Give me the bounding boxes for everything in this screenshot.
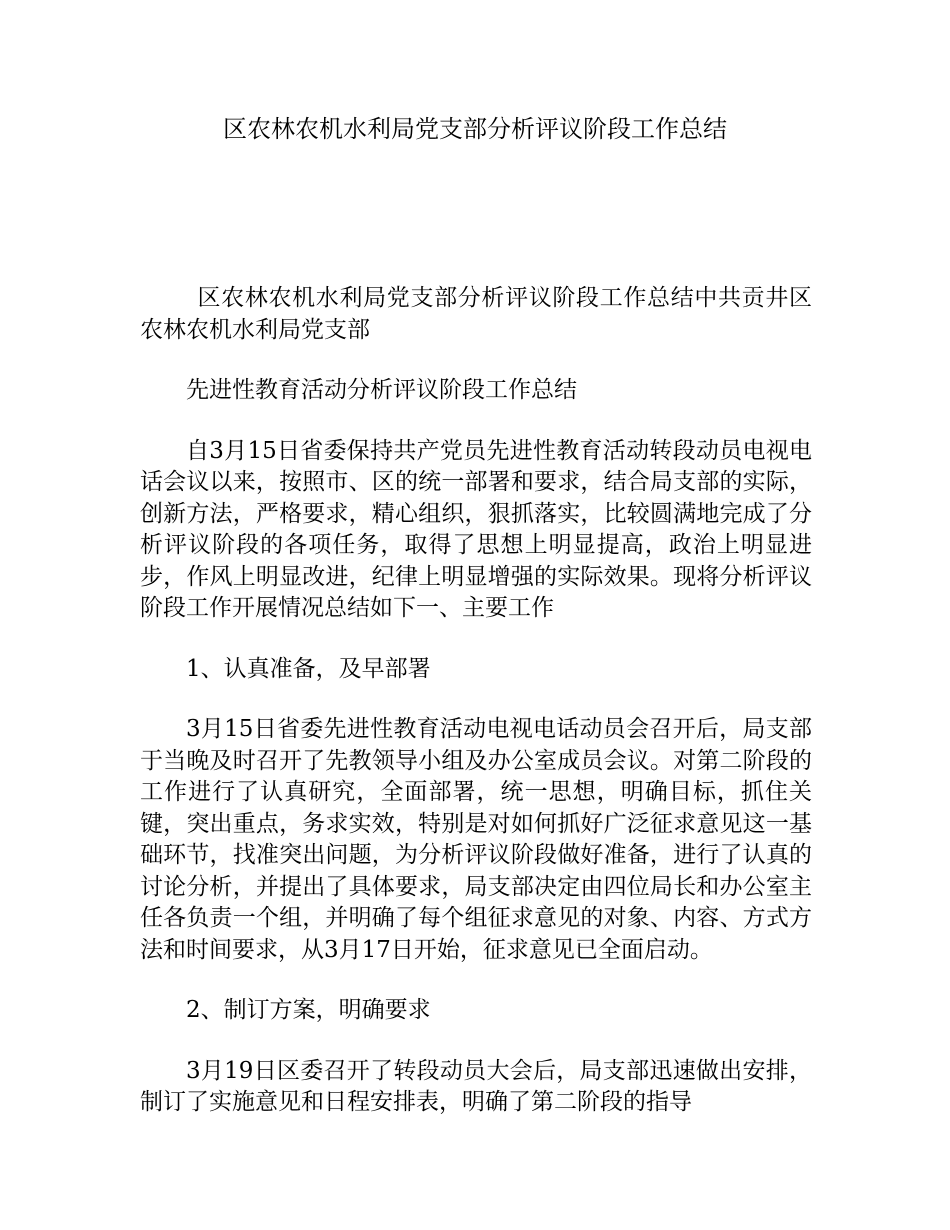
document-title: 区农林农机水利局党支部分析评议阶段工作总结 — [223, 115, 727, 143]
paragraph-heading-line: 区农林农机水利局党支部分析评议阶段工作总结中共贡井区农林农机水利局党支部 — [140, 285, 812, 343]
document-body — [140, 283, 812, 1148]
paragraph-intro: 自3月15日省委保持共产党员先进性教育活动转段动员电视电话会议以来，按照市、区的统一部署和要求，结合局支部的实际，创新方法，严格要求，精心组织，狠抓落实，比较圆满地完成了分析评议阶段的各项任务，取得了思想上明显提高，政治上明显进步，作风上明显改进，纪律上明显增强的实际效果。现将分析评议阶段工作开展情况总结如下一、主要工作 — [140, 437, 812, 621]
section-heading-1: 1、认真准备，及早部署 — [186, 655, 431, 682]
paragraph-section-1: 3月15日省委先进性教育活动电视电话动员会召开后，局支部于当晚及时召开了先教领导小组及办公室成员会议。对第二阶段的工作进行了认真研究，全面部署，统一思想，明确目标，抓住关键，突出重点，务求实效，特别是对如何抓好广泛征求意见这一基础环节，找准突出问题，为分析评议阶段做好准备，进行了认真的讨论分析，并提出了具体要求，局支部决定由四位局长和办公室主任各负责一个组，并明确了每个组征求意见的对象、内容、方式方法和时间要求，从3月17日开始，征求意见已全面启动。 — [140, 716, 812, 963]
paragraph-section-2: 3月19日区委召开了转段动员大会后，局支部迅速做出安排，制订了实施意见和日程安排表，明确了第二阶段的指导 — [140, 1057, 812, 1115]
section-heading-2: 2、制订方案，明确要求 — [186, 997, 431, 1023]
paragraph-subtitle: 先进性教育活动分析评议阶段工作总结 — [186, 377, 577, 403]
